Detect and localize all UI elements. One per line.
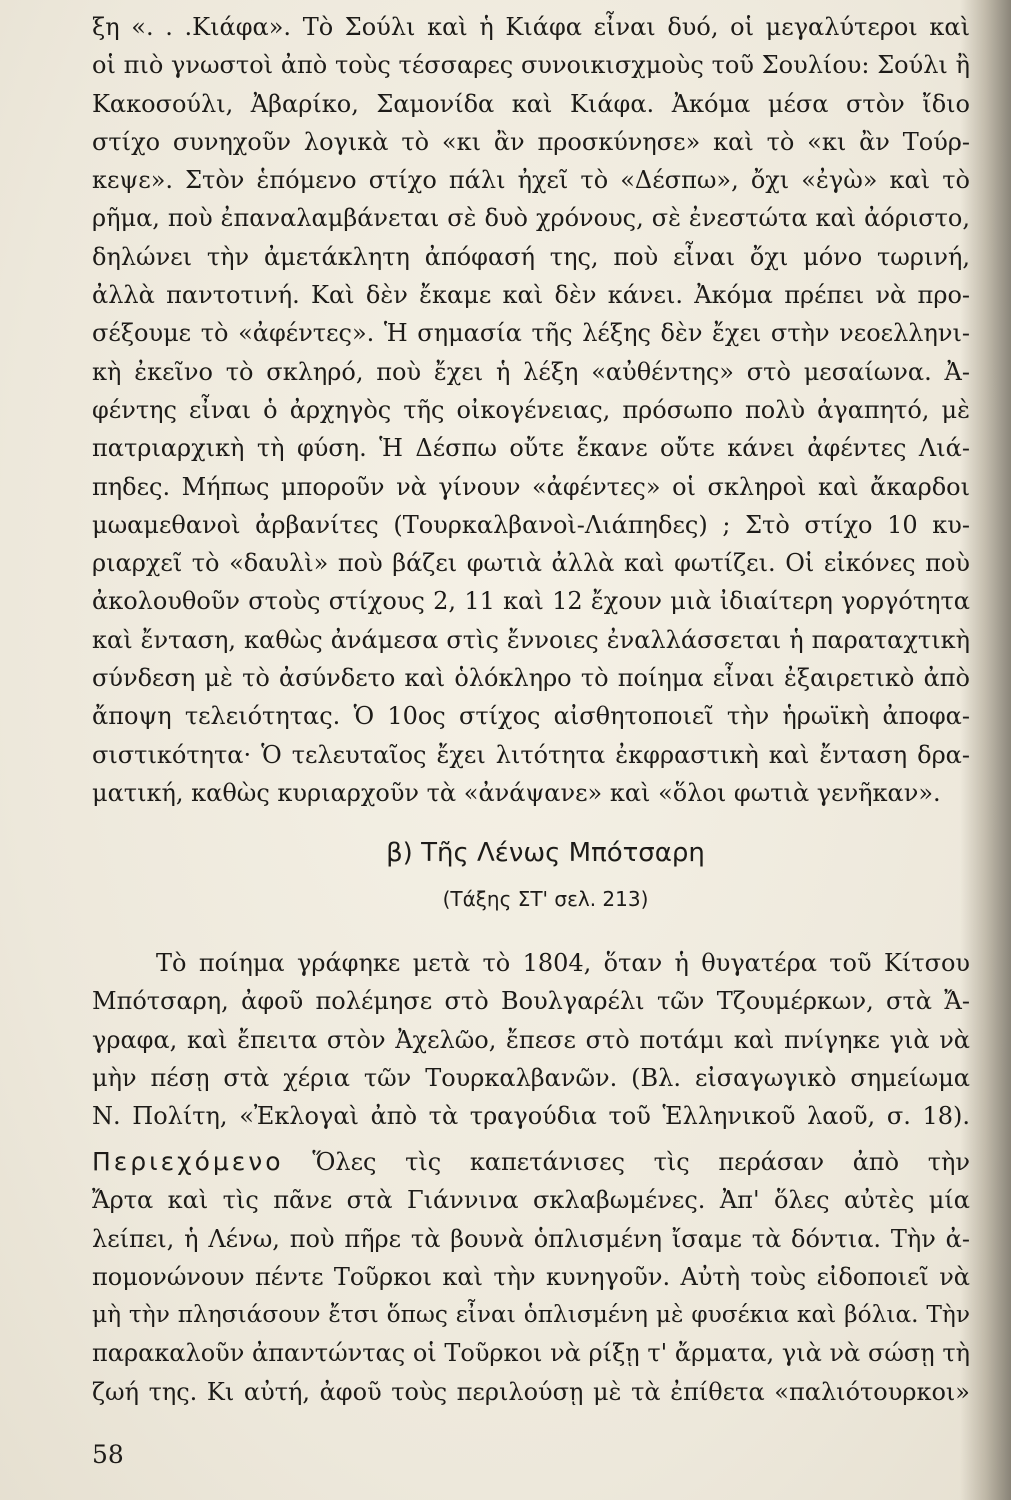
section-title: β) Τῆς Λένως Μπότσαρη (386, 838, 705, 868)
text-line: μὴν πέσῃ στὰ χέρια τῶν Τουρκαλβανῶν. (Βλ. εἰσαγωγικὸ σημείωμα (92, 1063, 970, 1092)
text-line: ζωή της. Κι αὐτή, ἀφοῦ τοὺς περιλούσῃ μὲ τὰ ἐπίθετα «παλιότουρκοι» (92, 1377, 970, 1406)
text-line: ρῆμα, ποὺ ἐπαναλαμβάνεται σὲ δυὸ χρόνους, σὲ ἐνεστώτα καὶ ἀόριστο, (92, 204, 970, 233)
text-line: Ἄρτα καὶ τὶς πᾶνε στὰ Γιάννινα σκλαβωμένες. Ἀπ' ὅλες αὐτὲς μία (92, 1186, 970, 1215)
text-line: γραφα, καὶ ἔπειτα στὸν Ἀχελῶο, ἔπεσε στὸ ποτάμι καὶ πνίγηκε γιὰ νὰ (92, 1025, 970, 1054)
text-line: μὴ τὴν πλησιάσουν ἔτσι ὅπως εἶναι ὁπλισμένη μὲ φυσέκια καὶ βόλια. Τὴν (92, 1301, 970, 1329)
paragraph-content (92, 1143, 970, 1411)
text-line: ἀλλὰ παντοτινή. Καὶ δὲν ἔκαμε καὶ δὲν κάνει. Ἀκόμα πρέπει νὰ προ- (92, 281, 970, 310)
text-line: Μπότσαρη, ἀφοῦ πολέμησε στὸ Βουλγαρέλι τῶν Τζουμέρκων, στὰ Ἄ- (92, 987, 970, 1016)
text-line: πατριαρχικὴ τὴ φύση. Ἡ Δέσπω οὔτε ἔκανε οὔτε κάνει ἀφέντες Λιά- (92, 434, 970, 463)
page-number: 58 (92, 1440, 124, 1469)
text-line: καὶ ἔνταση, καθὼς ἀνάμεσα στὶς ἔννοιες ἐναλλάσσεται ἡ παραταχτικὴ (92, 625, 970, 654)
text-line: λείπει, ἡ Λένω, ποὺ πῆρε τὰ βουνὰ ὁπλισμένη ἴσαμε τὰ δόντια. Τὴν ἀ- (92, 1224, 970, 1253)
text-line: δηλώνει τὴν ἀμετάκλητη ἀπόφασή της, ποὺ εἶναι ὄχι μόνο τωρινή, (92, 242, 970, 271)
text-line: στίχο συνηχοῦν λογικὰ τὸ «κι ἂν προσκύνησε» καὶ τὸ «κι ἂν Τούρ- (92, 127, 970, 156)
text-line: Τὸ ποίημα γράφηκε μετὰ τὸ 1804, ὅταν ἡ θυγατέρα τοῦ Κίτσου (156, 949, 970, 977)
content-first-line: Ὅλες τὶς καπετάνισες τὶς περάσαν ἀπὸ τὴν (312, 1148, 970, 1176)
text-line: οἱ πιὸ γνωστοὶ ἀπὸ τοὺς τέσσαρες συνοικισχμοὺς τοῦ Σουλίου: Σούλι ἢ (92, 51, 970, 80)
text-line: σιστικότητα· Ὁ τελευταῖος ἔχει λιτότητα ἐκφραστικὴ καὶ ἔνταση δρα- (92, 740, 970, 769)
paragraph-commentary (92, 8, 970, 812)
text-line (92, 1143, 970, 1181)
text-line: ἄποψη τελειότητας. Ὁ 10ος στίχος αἰσθητοποιεῖ τὴν ἡρωϊκὴ ἀποφα- (92, 702, 970, 731)
text-line: παρακαλοῦν ἀπαντώντας οἱ Τοῦρκοι νὰ ρίξῃ τ' ἄρματα, γιὰ νὰ σώσῃ τὴ (92, 1339, 970, 1368)
paragraph-introduction (92, 944, 970, 1135)
text-line: φέντης εἶναι ὁ ἀρχηγὸς τῆς οἰκογένειας, πρόσωπο πολὺ ἀγαπητό, μὲ (92, 395, 970, 424)
text-line: κὴ ἐκεῖνο τὸ σκληρό, ποὺ ἔχει ἡ λέξη «αὐθέντης» στὸ μεσαίωνα. Ἀ- (92, 357, 970, 386)
text-line: Ν. Πολίτη, «Ἐκλογαὶ ἀπὸ τὰ τραγούδια τοῦ Ἑλληνικοῦ λαοῦ, σ. 18). (92, 1102, 970, 1131)
text-line: ριαρχεῖ τὸ «δαυλὶ» ποὺ βάζει φωτιὰ ἀλλὰ καὶ φωτίζει. Οἱ εἰκόνες ποὺ (92, 549, 970, 578)
text-line: σέξουμε τὸ «ἀφέντες». Ἡ σημασία τῆς λέξης δὲν ἔχει στὴν νεοελληνι- (92, 319, 970, 348)
text-line: μωαμεθανοὶ ἀρβανίτες (Τουρκαλβανοὶ-Λιάπηδες) ; Στὸ στίχο 10 κυ- (92, 510, 970, 539)
content-label: Περιεχόμενο (92, 1147, 284, 1176)
text-line: ξη «. . .Κιάφα». Τὸ Σούλι καὶ ἡ Κιάφα εἶναι δυό, οἱ μεγαλύτεροι καὶ (92, 13, 970, 41)
text-line: ματική, καθὼς κυριαρχοῦν τὰ «ἀνάψανε» καὶ «ὅλοι φωτιὰ γενῆκαν». (92, 778, 941, 807)
text-line: Κακοσούλι, Ἀβαρίκο, Σαμονίδα καὶ Κιάφα. Ἀκόμα μέσα στὸν ἴδιο (92, 89, 970, 118)
text-line: σύνδεση μὲ τὸ ἀσύνδετο καὶ ὁλόκληρο τὸ ποίημα εἶναι ἐξαιρετικὸ ἀπὸ (92, 664, 970, 693)
text-line: κεψε». Στὸν ἑπόμενο στίχο πάλι ἠχεῖ τὸ «Δέσπω», ὄχι «ἐγὼ» καὶ τὸ (92, 166, 970, 195)
text-line: ἀκολουθοῦν στοὺς στίχους 2, 11 καὶ 12 ἔχουν μιὰ ἰδιαίτερη γοργότητα (92, 587, 970, 616)
text-line: πομονώνουν πέντε Τοῦρκοι καὶ τὴν κυνηγοῦν. Αὐτὴ τοὺς εἰδοποιεῖ νὰ (92, 1262, 970, 1291)
section-subtitle: (Τάξης ΣΤ' σελ. 213) (442, 887, 649, 911)
text-line: πηδες. Μήπως μποροῦν νὰ γίνουν «ἀφέντες» οἱ σκληροὶ καὶ ἄκαρδοι (92, 472, 970, 501)
